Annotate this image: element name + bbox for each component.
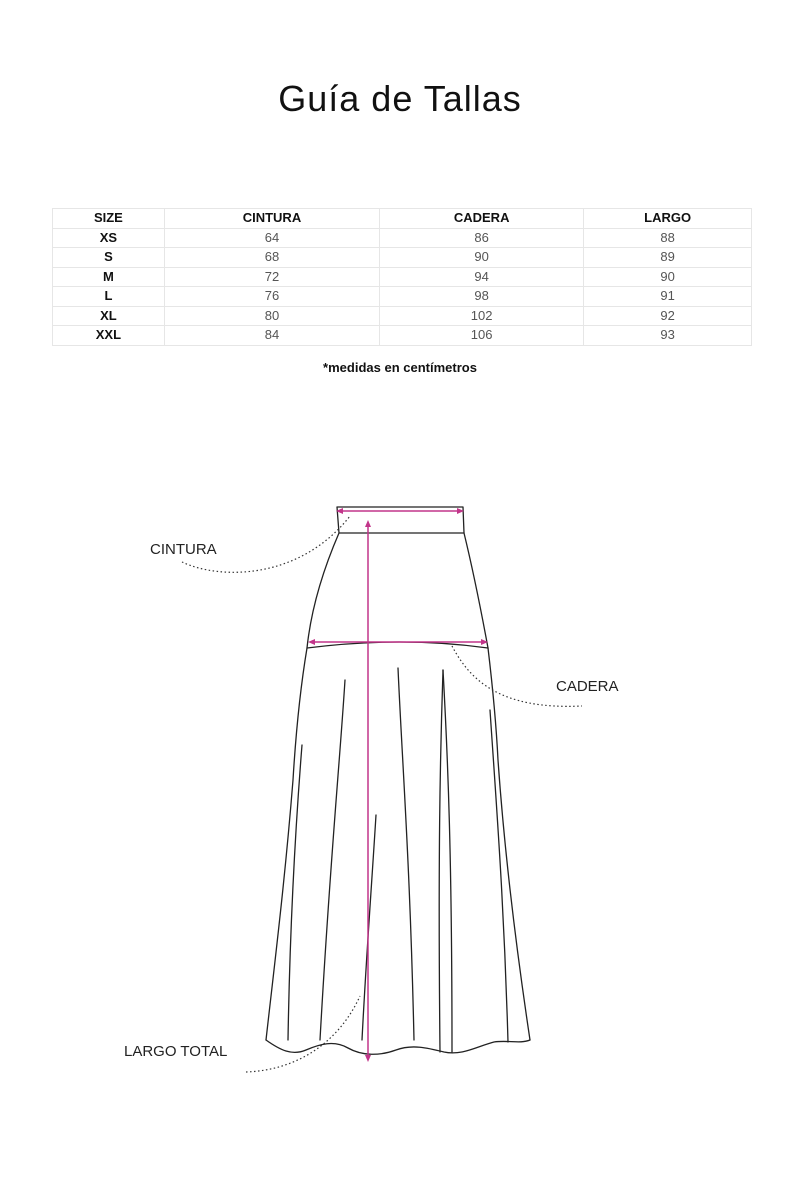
fold-line (288, 745, 302, 1040)
cintura-cell: 68 (164, 248, 379, 268)
cadera-cell: 86 (380, 228, 584, 248)
cadera-cell: 106 (380, 326, 584, 346)
skirt-right-edge (464, 533, 530, 1040)
label-cadera: CADERA (556, 678, 619, 695)
skirt-left-edge (266, 533, 339, 1040)
units-note: *medidas en centímetros (323, 360, 477, 375)
header-cadera: CADERA (380, 209, 584, 229)
size-cell: S (53, 248, 165, 268)
header-size: SIZE (53, 209, 165, 229)
size-cell: L (53, 287, 165, 307)
cintura-cell: 80 (164, 306, 379, 326)
slit-line (439, 670, 443, 1052)
cintura-cell: 76 (164, 287, 379, 307)
fold-line (320, 680, 345, 1040)
label-largo-total: LARGO TOTAL (124, 1043, 228, 1060)
cintura-cell: 72 (164, 267, 379, 287)
size-cell: XL (53, 306, 165, 326)
skirt-outline (266, 507, 530, 1054)
cintura-cell: 84 (164, 326, 379, 346)
cadera-cell: 98 (380, 287, 584, 307)
largo-leader (246, 996, 360, 1072)
arrow-head (308, 639, 315, 645)
size-cell: XXL (53, 326, 165, 346)
skirt-hem (266, 1040, 530, 1054)
largo-cell: 88 (584, 228, 752, 248)
hip-seam (307, 642, 488, 648)
largo-cell: 92 (584, 306, 752, 326)
largo-cell: 91 (584, 287, 752, 307)
fold-line (398, 668, 414, 1040)
label-cintura: CINTURA (150, 541, 217, 558)
largo-cell: 90 (584, 267, 752, 287)
size-cell: XS (53, 228, 165, 248)
largo-cell: 89 (584, 248, 752, 268)
arrow-head (365, 520, 371, 527)
header-largo: LARGO (584, 209, 752, 229)
arrow-head (365, 1055, 371, 1062)
cintura-cell: 64 (164, 228, 379, 248)
page-title: Guía de Tallas (278, 78, 522, 119)
cadera-cell: 102 (380, 306, 584, 326)
size-cell: M (53, 267, 165, 287)
fold-line (362, 815, 376, 1040)
cadera-cell: 94 (380, 267, 584, 287)
cadera-cell: 90 (380, 248, 584, 268)
measurement-lines (308, 508, 488, 1062)
header-cintura: CINTURA (164, 209, 379, 229)
cadera-leader (452, 646, 582, 706)
slit-line (443, 670, 452, 1052)
largo-cell: 93 (584, 326, 752, 346)
fold-line (490, 710, 508, 1042)
